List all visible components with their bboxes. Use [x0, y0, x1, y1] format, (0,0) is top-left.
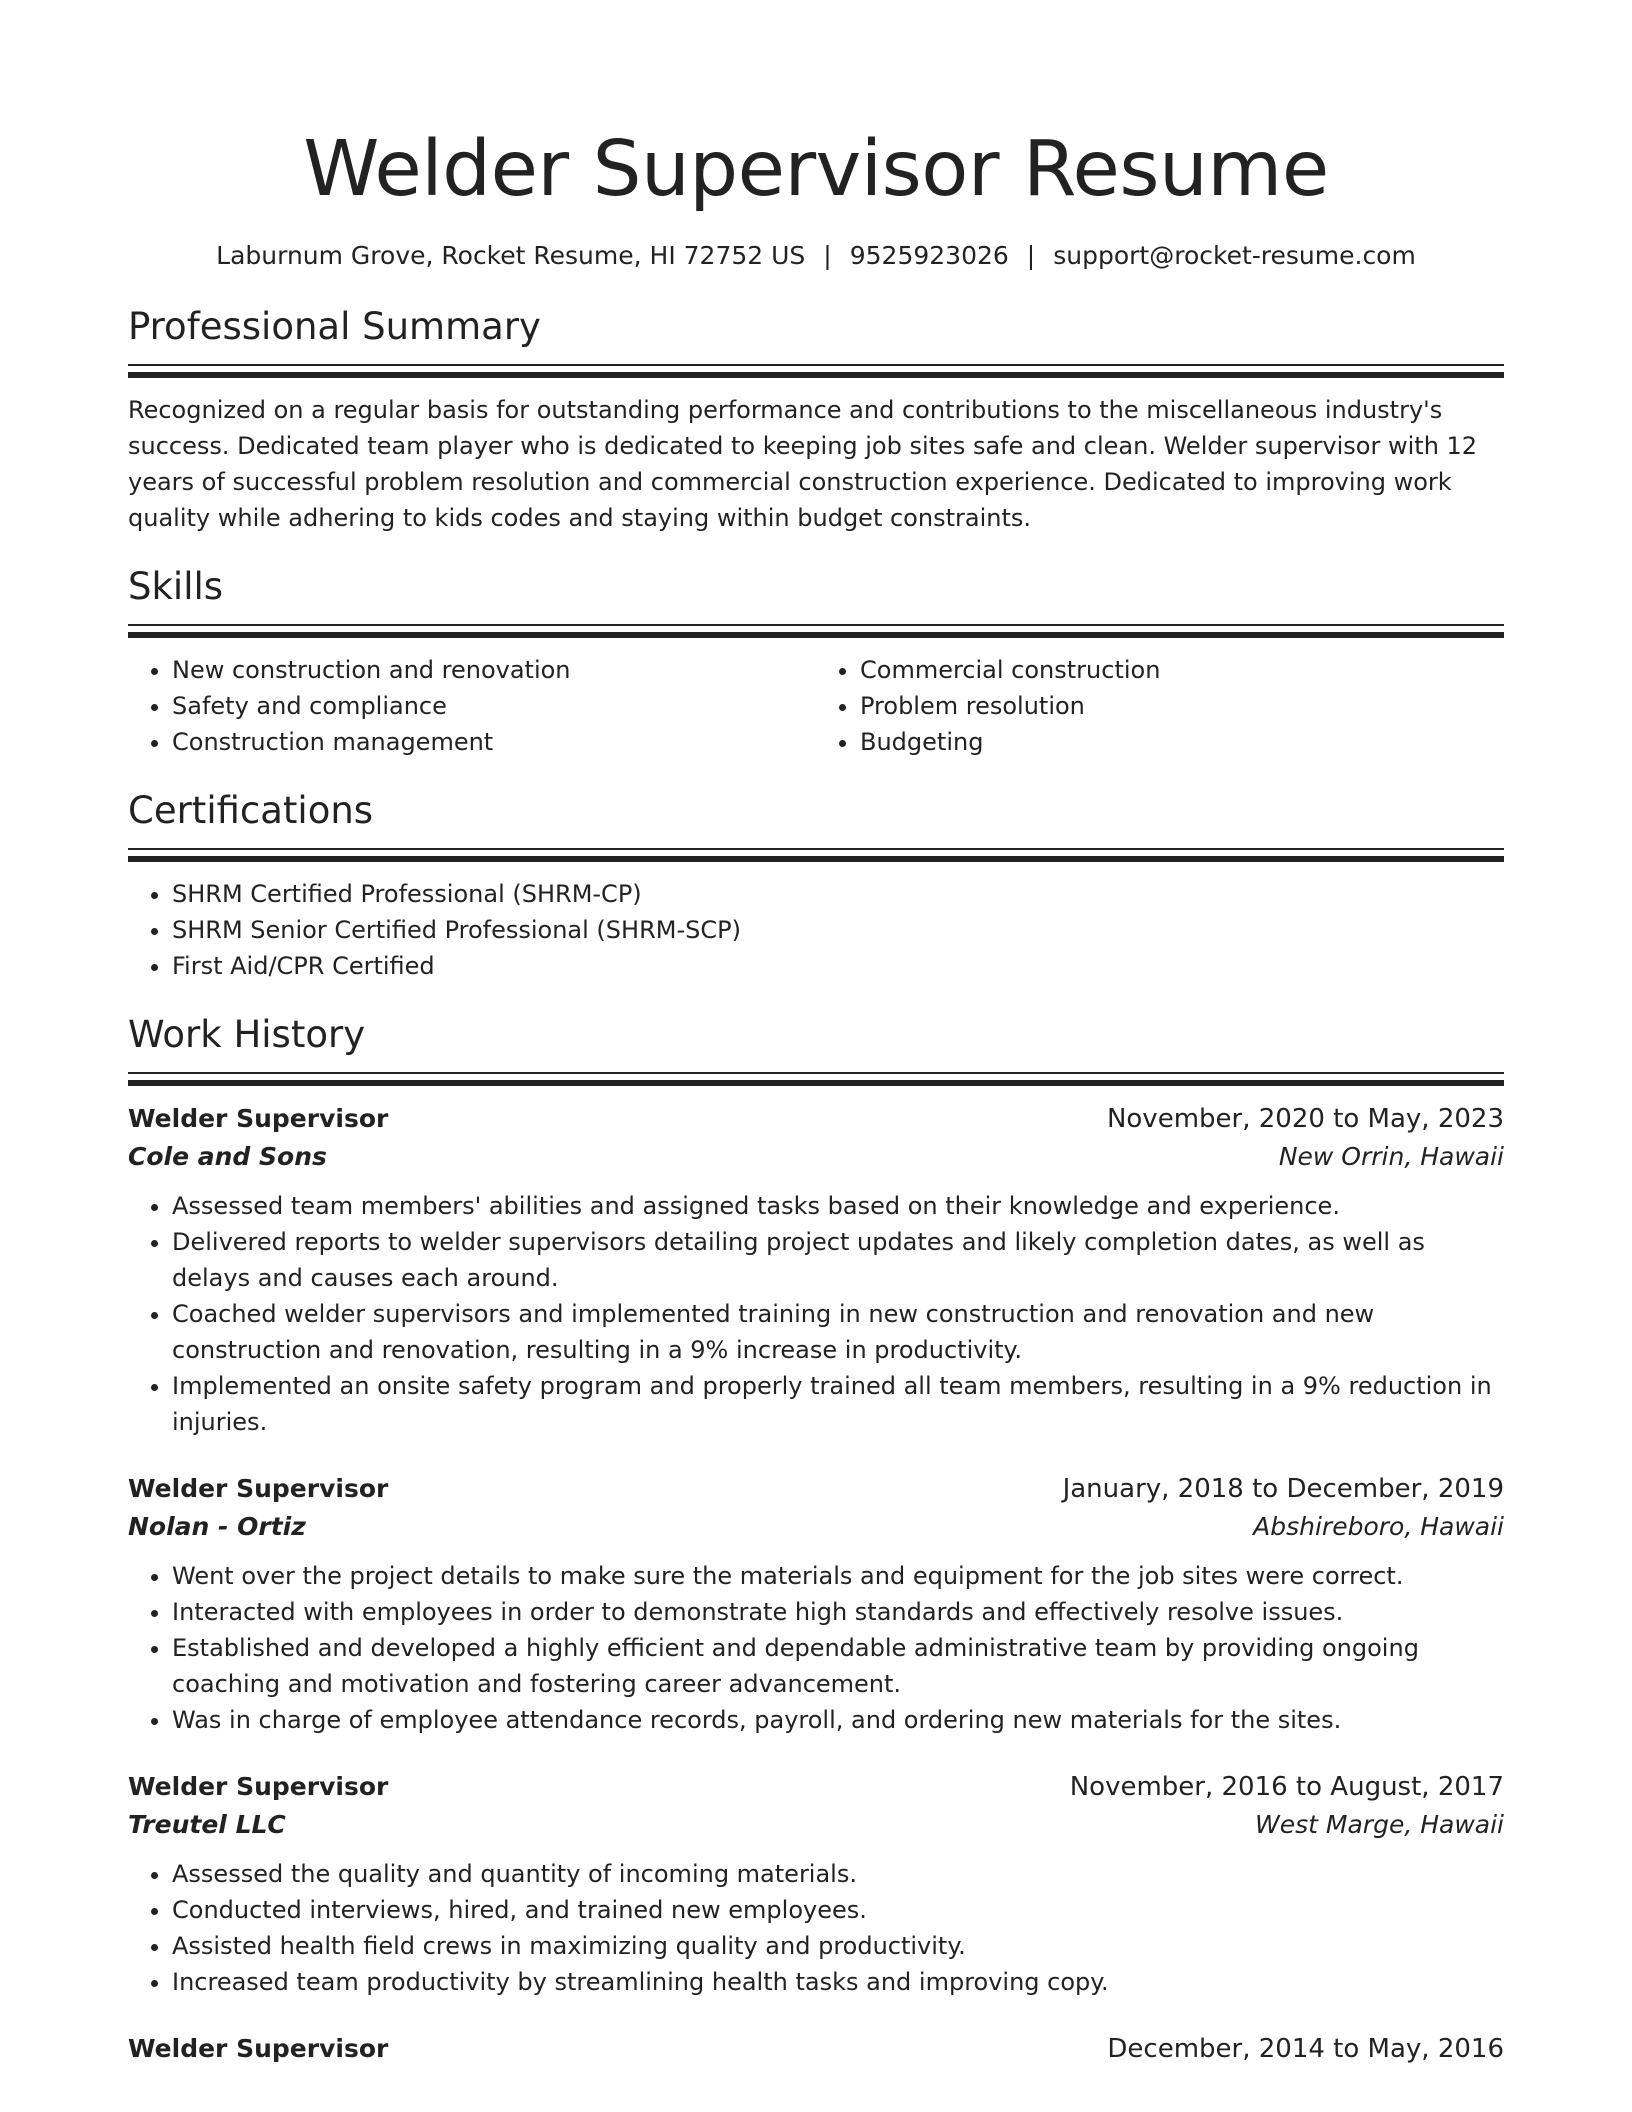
job-entry	[128, 1768, 1504, 2000]
skills-heading: Skills	[128, 565, 224, 608]
job-bullet: • Assessed team members' abilities and assigned tasks based on their knowledge and experience.	[172, 1188, 1504, 1224]
certifications-heading: Certifications	[128, 789, 374, 832]
skill-item: • Problem resolution	[860, 688, 1504, 724]
certification-item: • SHRM Certified Professional (SHRM-CP)	[172, 876, 1504, 912]
skills-columns	[128, 652, 1504, 760]
job-header-row	[128, 2030, 1504, 2068]
resume-title: Welder Supervisor Resume	[303, 125, 1329, 214]
section-rule	[128, 1072, 1504, 1074]
section-rule	[128, 364, 1504, 366]
job-location: New Orrin, Hawaii	[1278, 1142, 1504, 1171]
section-rule-thick	[128, 632, 1504, 638]
job-bullets	[128, 1856, 1504, 2000]
job-company-row	[128, 1138, 1504, 1176]
job-bullet: • Established and developed a highly efficient and dependable administrative team by providing ongoing coaching and motivation and fostering career advancement.	[172, 1630, 1504, 1702]
job-header-row	[128, 1768, 1504, 1806]
job-bullets	[128, 1558, 1504, 1738]
job-company: Nolan - Ortiz	[128, 1512, 306, 1541]
section-rule	[128, 624, 1504, 626]
work-history-section	[128, 1010, 1504, 2068]
job-dates: January, 2018 to December, 2019	[1062, 1474, 1504, 1504]
job-bullet: • Coached welder supervisors and implemented training in new construction and renovation and new construction and renovation, resulting in a 9% increase in productivity.	[172, 1296, 1504, 1368]
job-company-row	[128, 1806, 1504, 1844]
contact-address: Laburnum Grove, Rocket Resume, HI 72752 US	[216, 241, 806, 270]
job-bullet: • Assessed the quality and quantity of incoming materials.	[172, 1856, 1504, 1892]
job-header-row	[128, 1100, 1504, 1138]
job-bullet: • Was in charge of employee attendance records, payroll, and ordering new materials for the sites.	[172, 1702, 1504, 1738]
job-bullet: • Assisted health field crews in maximizing quality and productivity.	[172, 1928, 1504, 1964]
job-company-row	[128, 1508, 1504, 1546]
summary-heading: Professional Summary	[128, 305, 541, 348]
skills-list-left	[128, 652, 816, 760]
contact-line	[128, 238, 1504, 274]
summary-text: Recognized on a regular basis for outstanding performance and contributions to the miscellaneous industry's success. Dedicated team player who is dedicated to keeping job sites safe and clean. Welder supervisor with 12 years of successful problem resolution and commercial construction experience. Dedicated to improving work quality while adhering to kids codes and staying within budget constraints.	[128, 396, 1478, 532]
contact-phone: 9525923026	[849, 241, 1009, 270]
job-bullet: • Conducted interviews, hired, and trained new employees.	[172, 1892, 1504, 1928]
job-dates: November, 2016 to August, 2017	[1069, 1772, 1504, 1802]
job-company: Treutel LLC	[128, 1810, 286, 1839]
job-bullet: • Went over the project details to make sure the materials and equipment for the job sites were correct.	[172, 1558, 1504, 1594]
job-title: Welder Supervisor	[128, 1474, 389, 1503]
job-location: Abshireboro, Hawaii	[1253, 1512, 1504, 1541]
skill-item: • Safety and compliance	[172, 688, 816, 724]
job-bullet: • Interacted with employees in order to demonstrate high standards and effectively resolve issues.	[172, 1594, 1504, 1630]
contact-separator: |	[823, 241, 832, 270]
certifications-list	[128, 876, 1504, 984]
certification-item: • First Aid/CPR Certified	[172, 948, 1504, 984]
job-dates: November, 2020 to May, 2023	[1106, 1104, 1504, 1134]
job-title: Welder Supervisor	[128, 2034, 389, 2063]
contact-separator: |	[1026, 241, 1036, 270]
job-bullet: • Implemented an onsite safety program and properly trained all team members, resulting in a 9% reduction in injuries.	[172, 1368, 1504, 1440]
job-location: West Marge, Hawaii	[1255, 1810, 1504, 1839]
job-entry	[128, 1100, 1504, 1440]
job-dates: December, 2014 to May, 2016	[1107, 2034, 1504, 2064]
work-history-heading: Work History	[128, 1013, 366, 1056]
job-bullet: • Delivered reports to welder supervisors detailing project updates and likely completion dates, as well as delays and causes each around.	[172, 1224, 1504, 1296]
job-header-row	[128, 1470, 1504, 1508]
job-bullets	[128, 1188, 1504, 1440]
section-rule	[128, 848, 1504, 850]
job-entry	[128, 2030, 1504, 2068]
certification-item: • SHRM Senior Certified Professional (SHRM-SCP)	[172, 912, 1504, 948]
skill-item: • Budgeting	[860, 724, 1504, 760]
summary-section	[128, 302, 1504, 536]
job-title: Welder Supervisor	[128, 1104, 389, 1133]
section-rule-thick	[128, 856, 1504, 862]
section-rule-thick	[128, 1080, 1504, 1086]
skill-item: • Construction management	[172, 724, 816, 760]
certifications-section	[128, 786, 1504, 984]
skill-item: • New construction and renovation	[172, 652, 816, 688]
job-title: Welder Supervisor	[128, 1772, 389, 1801]
skill-item: • Commercial construction	[860, 652, 1504, 688]
job-entry	[128, 1470, 1504, 1738]
skills-section	[128, 562, 1504, 760]
section-rule-thick	[128, 372, 1504, 378]
job-company: Cole and Sons	[128, 1142, 327, 1171]
resume-content	[128, 118, 1504, 2068]
job-bullet: • Increased team productivity by streamlining health tasks and improving copy.	[172, 1964, 1504, 2000]
skills-list-right	[816, 652, 1504, 760]
contact-email: support@rocket-resume.com	[1053, 241, 1416, 270]
